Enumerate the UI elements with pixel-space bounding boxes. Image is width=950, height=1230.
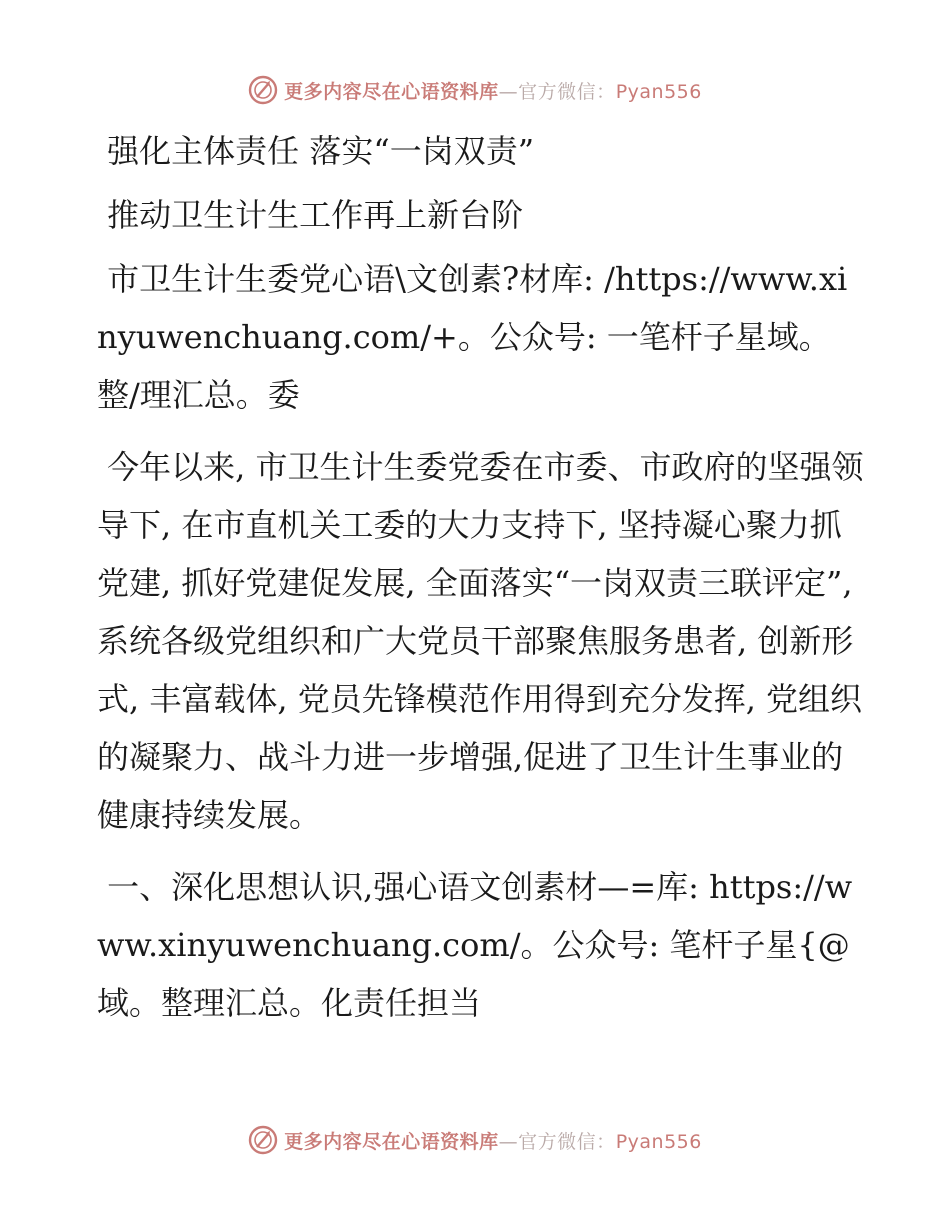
section-heading: 一、深化思想认识,强心语文创素材—=库: https://www.xinyuwenchuang.com/。公众号: 笔杆子星{@域。整理汇总。化责任担当 xyxy=(97,868,853,1022)
seal-logo-icon xyxy=(248,75,278,105)
watermark-suffix: —官方微信： xyxy=(498,80,616,103)
footer-watermark xyxy=(0,1122,950,1158)
watermark-prefix: 更多内容尽在心语资料库 xyxy=(284,1130,499,1153)
document-body xyxy=(97,122,867,1032)
watermark-account: Pyan556 xyxy=(615,80,702,103)
document-subtitle: 推动卫生计生工作再上新台阶 xyxy=(97,196,524,234)
document-title: 强化主体责任 落实“一岗双责” xyxy=(97,132,535,170)
watermark-account: Pyan556 xyxy=(615,1130,702,1153)
body-paragraph: 今年以来, 市卫生计生委党委在市委、市政府的坚强领导下, 在市直机关工委的大力支持下, 坚持凝心聚力抓党建, 抓好党建促发展, 全面落实“一岗双责三联评定”, 系统各级党组织和广大党员干部聚焦服务患者, 创新形式, 丰富载体, 党员先锋模范作用得到充分发挥, 党组织的凝聚力、战斗力进一步增强,促进了卫生计生事业的健康持续发展。 xyxy=(97,448,864,834)
watermark-prefix: 更多内容尽在心语资料库 xyxy=(284,80,499,103)
byline-paragraph: 市卫生计生委党心语\文创素?材库: /https://www.xinyuwenchuang.com/+。公众号: 一笔杆子星域。整/理汇总。委 xyxy=(97,260,848,414)
watermark-suffix: —官方微信： xyxy=(498,1130,616,1153)
seal-logo-icon xyxy=(248,1125,278,1155)
header-watermark xyxy=(0,72,950,108)
